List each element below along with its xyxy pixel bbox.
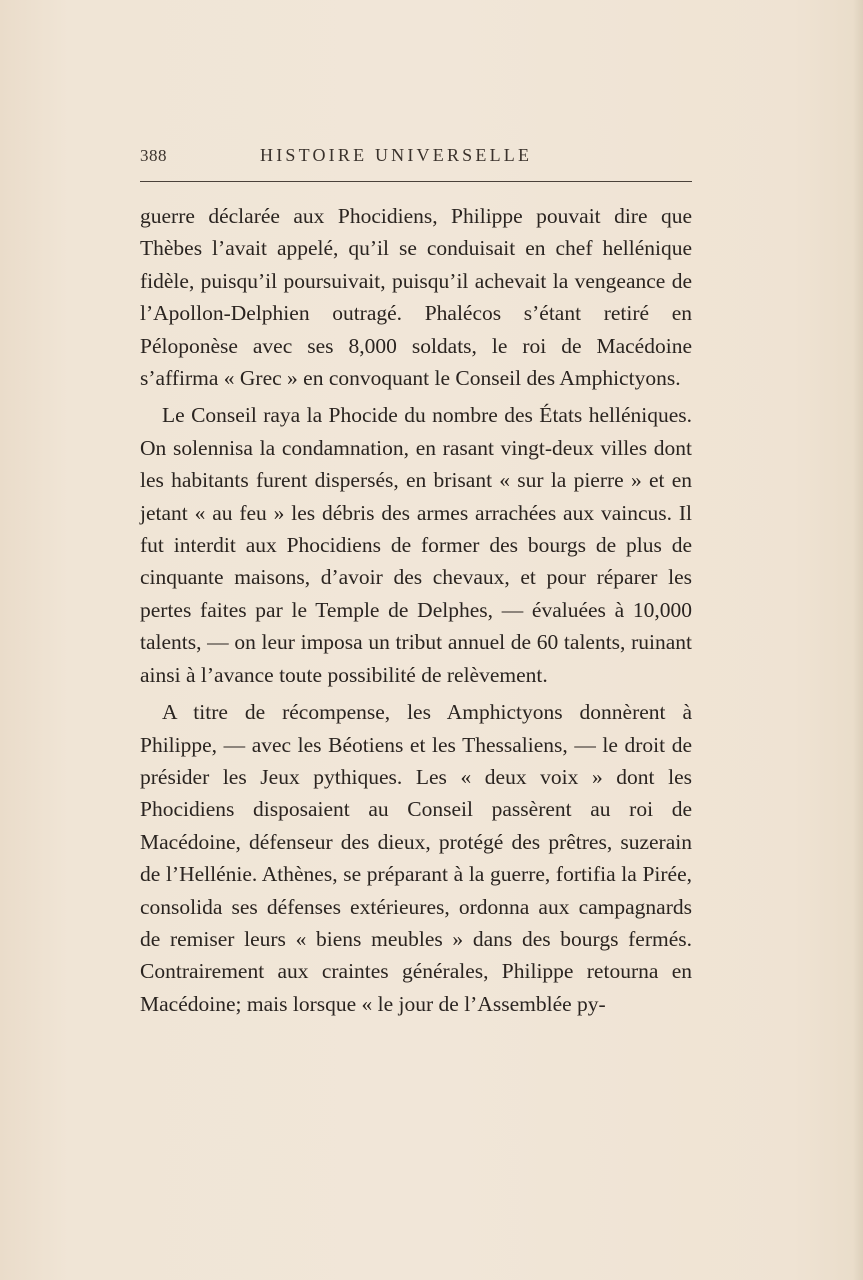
- paragraph-1: guerre déclarée aux Phocidiens, Philippe pouvait dire que Thèbes l’avait appelé, qu’il se conduisait en chef hellénique fidèle, puisqu’il poursuivait, puisqu’il achevait la vengeance de l’Apollon-Delphien outragé. Phalécos s’étant retiré en Péloponèse avec ses 8,000 soldats, le roi de Macédoine s’affirma « Grec » en convoquant le Conseil des Amphictyons.: [140, 204, 692, 391]
- page-number: 388: [140, 146, 167, 165]
- header-rule: [140, 181, 692, 182]
- paragraph-2: Le Conseil raya la Phocide du nombre des États helléniques. On solennisa la condamnation, en rasant vingt-deux villes dont les habitants furent dispersés, en brisant « sur la pierre » et en jetant « au feu » les débris des armes arrachées aux vaincus. Il fut interdit aux Phocidiens de former des bourgs de plus de cinquante maisons, d’avoir des chevaux, et pour réparer les pertes faites par le Temple de Delphes, — évaluées à 10,000 talents, — on leur imposa un tribut annuel de 60 talents, ruinant ainsi à l’avance toute possibilité de relèvement.: [140, 403, 692, 687]
- page-edge-shadow: [853, 0, 863, 1280]
- page-header: [140, 144, 692, 174]
- running-title: HISTOIRE UNIVERSELLE: [260, 145, 533, 165]
- paragraph-3: A titre de récompense, les Amphictyons donnèrent à Philippe, — avec les Béotiens et les Thessaliens, — le droit de présider les Jeux pythiques. Les « deux voix » dont les Phocidiens disposaient au Conseil passèrent au roi de Macédoine, défenseur des dieux, protégé des prêtres, suzerain de l’Hellénie. Athènes, se préparant à la guerre, fortifia la Pirée, consolida ses défenses extérieures, ordonna aux campagnards de remiser leurs « biens meubles » dans des bourgs fermés. Contrairement aux craintes générales, Philippe retourna en Macédoine; mais lorsque « le jour de l’Assemblée py-: [140, 700, 692, 1016]
- body-text: [140, 200, 692, 1020]
